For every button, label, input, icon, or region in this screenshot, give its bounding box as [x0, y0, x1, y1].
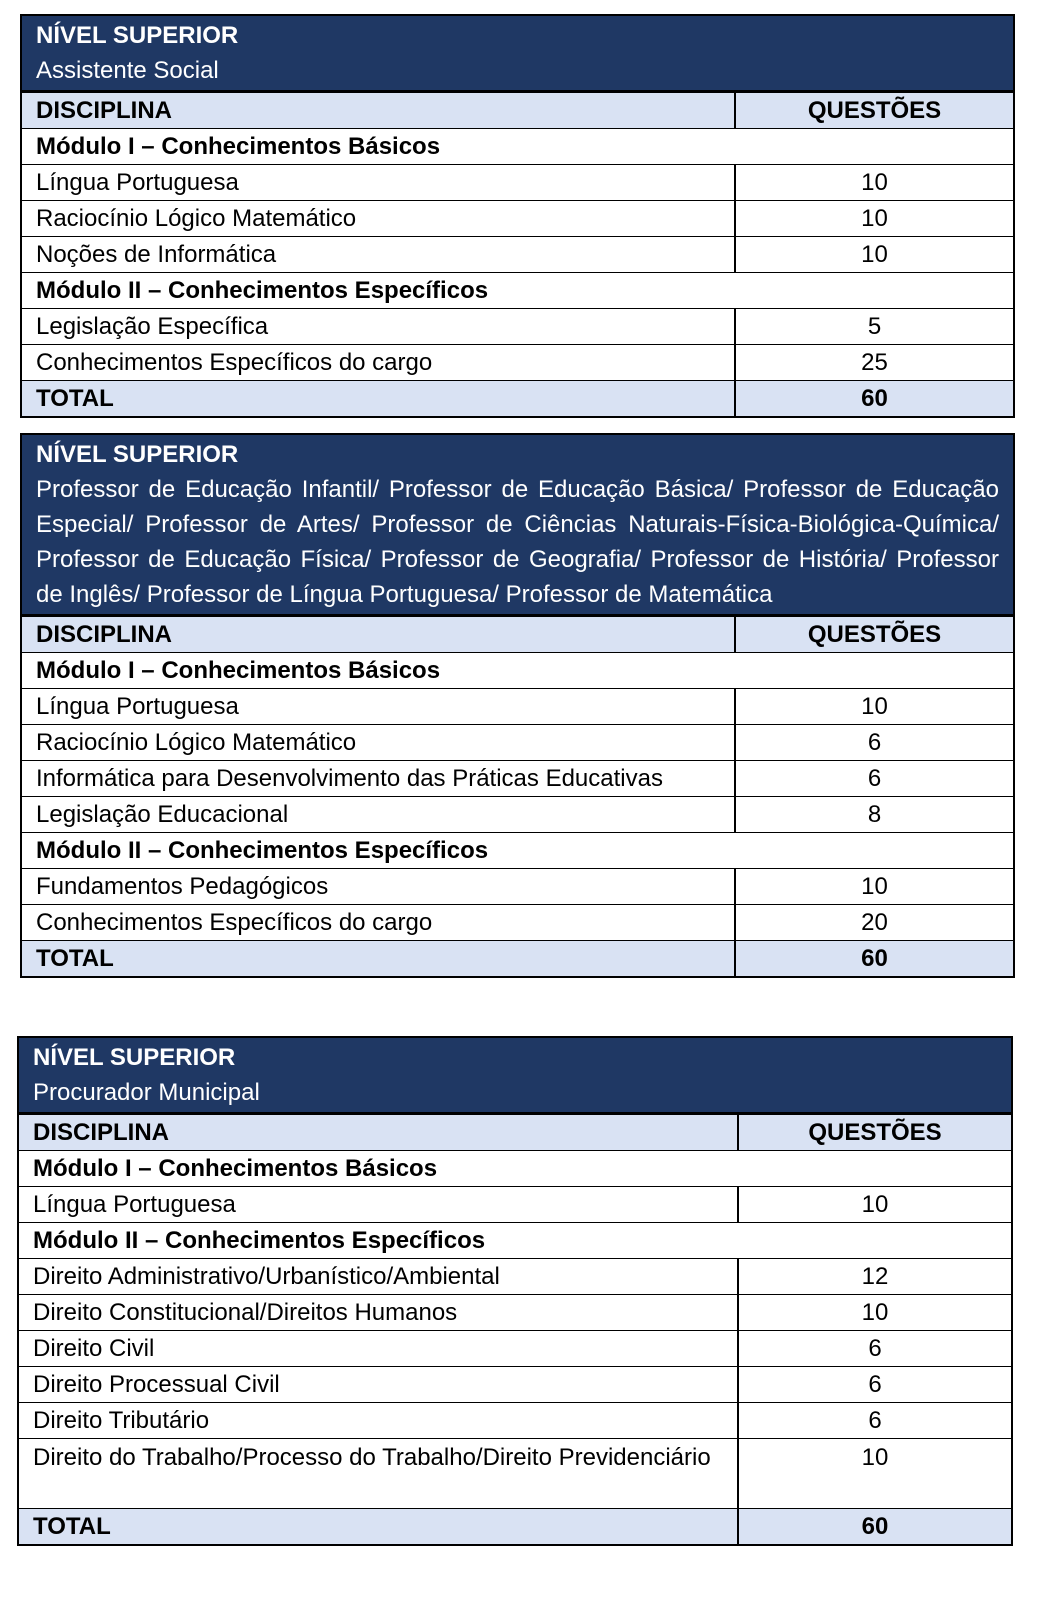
- table-row: [22, 688, 1013, 724]
- subject-text: Direito do Trabalho/Processo do Trabalho/Direito Previdenciário: [33, 1444, 711, 1471]
- module-label: Módulo I – Conhecimentos Básicos: [36, 132, 441, 160]
- module-label: Módulo II – Conhecimentos Específicos: [36, 836, 489, 864]
- module-row: [22, 832, 1013, 868]
- subject-cell: Direito Constitucional/Direitos Humanos: [19, 1295, 739, 1330]
- module-label: Módulo II – Conhecimentos Específicos: [36, 276, 489, 304]
- module-label: Módulo I – Conhecimentos Básicos: [36, 656, 441, 684]
- questions-header: QUESTÕES: [807, 620, 942, 648]
- total-value: 60: [861, 1512, 889, 1540]
- questions-cell: 20: [861, 908, 888, 936]
- questions-cell: 6: [868, 1370, 882, 1398]
- table-row: [22, 164, 1013, 200]
- subject-cell: Conhecimentos Específicos do cargo: [22, 905, 736, 940]
- total-value: 60: [861, 944, 888, 972]
- total-row: [19, 1508, 1011, 1544]
- table-row: [19, 1186, 1011, 1222]
- subject-cell: Fundamentos Pedagógicos: [22, 869, 736, 904]
- questions-cell: 10: [861, 1190, 889, 1218]
- questions-header: QUESTÕES: [807, 96, 942, 124]
- table-row: [22, 904, 1013, 940]
- subject-cell: Direito Tributário: [19, 1403, 739, 1438]
- role-title: Assistente Social: [36, 57, 219, 84]
- questions-cell: 10: [861, 692, 888, 720]
- table-header: [22, 435, 1013, 616]
- questions-cell: 25: [861, 348, 888, 376]
- column-header-row: [22, 616, 1013, 652]
- questions-cell: 10: [861, 1298, 889, 1326]
- module-label: Módulo II – Conhecimentos Específicos: [33, 1226, 486, 1254]
- level-title: NÍVEL SUPERIOR: [36, 441, 239, 468]
- module-row: [22, 652, 1013, 688]
- table-row: [22, 796, 1013, 832]
- total-value: 60: [861, 384, 888, 412]
- table-header: [22, 16, 1013, 92]
- subject-cell: Língua Portuguesa: [22, 689, 736, 724]
- table-row: [22, 344, 1013, 380]
- column-header-row: [19, 1114, 1011, 1150]
- subject-cell: Legislação Educacional: [22, 797, 736, 832]
- table-professores: [20, 433, 1015, 978]
- questions-cell: 10: [861, 204, 888, 232]
- subject-cell: Raciocínio Lógico Matemático: [22, 201, 736, 236]
- subject-cell: Raciocínio Lógico Matemático: [22, 725, 736, 760]
- subject-cell: Direito Administrativo/Urbanístico/Ambiental: [19, 1259, 739, 1294]
- total-row: [22, 380, 1013, 416]
- questions-cell: 10: [861, 168, 888, 196]
- total-label: TOTAL: [19, 1509, 739, 1544]
- column-header-row: [22, 92, 1013, 128]
- subject-cell: Conhecimentos Específicos do cargo: [22, 345, 736, 380]
- module-row: [22, 128, 1013, 164]
- module-row: [19, 1150, 1011, 1186]
- table-header: [19, 1038, 1011, 1114]
- questions-cell: 12: [861, 1262, 889, 1290]
- discipline-header: DISCIPLINA: [22, 617, 736, 652]
- table-row: [22, 868, 1013, 904]
- subject-cell: Legislação Específica: [22, 309, 736, 344]
- table-row: [22, 236, 1013, 272]
- table-row: [19, 1438, 1011, 1508]
- questions-header: QUESTÕES: [808, 1118, 942, 1146]
- subject-cell: [19, 1439, 739, 1508]
- role-title: Professor de Educação Infantil/ Professor de Educação Básica/ Professor de Educação Especial/ Professor de Artes/ Professor de Ciências Naturais-Física-Biológica-Química/ Professor de Educação Física/ Professor de Geografia/ Professor de História/ Professor de Inglês/ Professor de Língua Portuguesa/ Professor de Matemática: [36, 476, 999, 608]
- table-row: [22, 200, 1013, 236]
- table-row: [19, 1330, 1011, 1366]
- questions-cell: 10: [861, 872, 888, 900]
- questions-cell: 6: [867, 728, 882, 756]
- questions-cell: 5: [867, 312, 882, 340]
- total-label: TOTAL: [22, 381, 736, 416]
- subject-cell: Direito Civil: [19, 1331, 739, 1366]
- subject-cell: Língua Portuguesa: [22, 165, 736, 200]
- table-row: [19, 1294, 1011, 1330]
- questions-cell: 6: [867, 764, 882, 792]
- module-row: [19, 1222, 1011, 1258]
- subject-cell: Direito Processual Civil: [19, 1367, 739, 1402]
- subject-cell: Noções de Informática: [22, 237, 736, 272]
- role-title: Procurador Municipal: [33, 1079, 260, 1106]
- total-row: [22, 940, 1013, 976]
- table-procurador-municipal: [17, 1036, 1013, 1546]
- module-label: Módulo I – Conhecimentos Básicos: [33, 1154, 438, 1182]
- questions-cell: 10: [861, 1444, 889, 1471]
- total-label: TOTAL: [22, 941, 736, 976]
- table-row: [22, 724, 1013, 760]
- table-row: [22, 308, 1013, 344]
- questions-cell: 6: [868, 1334, 882, 1362]
- table-row: [19, 1366, 1011, 1402]
- level-title: NÍVEL SUPERIOR: [36, 22, 239, 49]
- table-row: [19, 1402, 1011, 1438]
- discipline-header: DISCIPLINA: [22, 93, 736, 128]
- level-title: NÍVEL SUPERIOR: [33, 1044, 236, 1071]
- questions-cell: 10: [861, 240, 888, 268]
- table-row: [22, 760, 1013, 796]
- discipline-header: DISCIPLINA: [19, 1115, 739, 1150]
- subject-cell: Língua Portuguesa: [19, 1187, 739, 1222]
- questions-cell: 6: [868, 1406, 882, 1434]
- table-assistente-social: [20, 14, 1015, 418]
- table-row: [19, 1258, 1011, 1294]
- questions-cell: 8: [867, 800, 882, 828]
- subject-cell: Informática para Desenvolvimento das Práticas Educativas: [22, 761, 736, 796]
- module-row: [22, 272, 1013, 308]
